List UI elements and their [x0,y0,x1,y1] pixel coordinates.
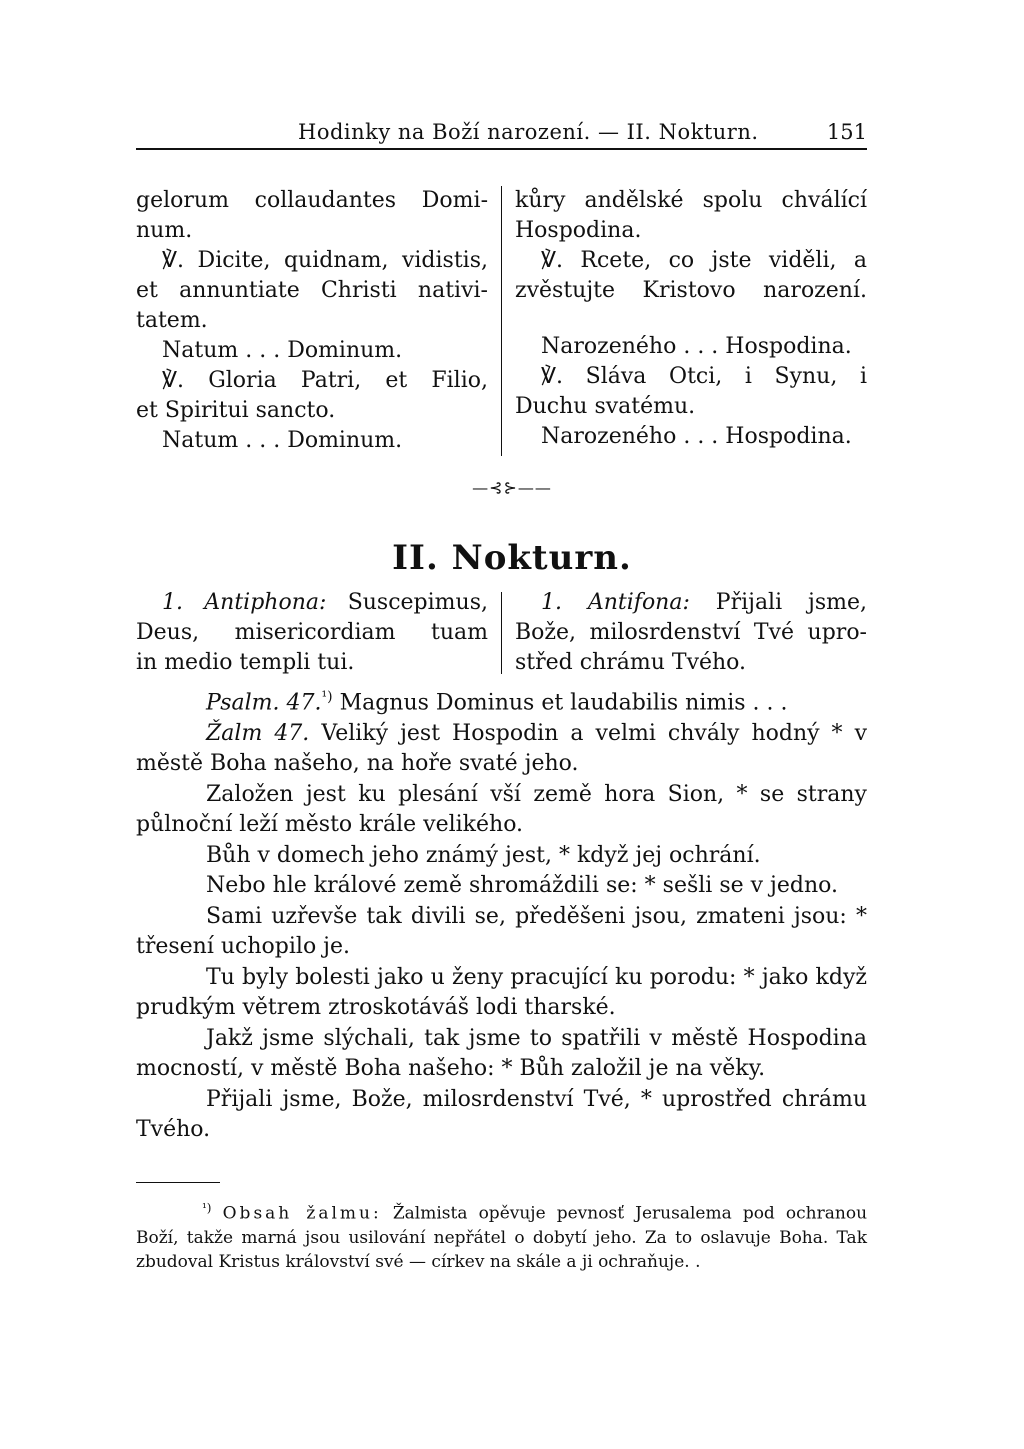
footnote-label: Obsah žalmu: [222,1203,382,1224]
footnote-rule [136,1182,220,1183]
psalm-body [136,682,867,1146]
latin-line: et Spiritui sancto. [136,398,336,423]
latin-line: et annuntiate Christi nativi- [136,278,488,303]
psalm-latin-incipit [136,682,867,719]
latin-line: Natum . . . Dominum. [162,338,403,363]
antiphon-label: 1. Antiphona: [162,590,327,615]
antiphon-text: Suscepimus, [347,590,488,615]
latin-line: ℣. Dicite, quidnam, vidistis, [162,248,488,273]
psalm-verse: Bůh v domech jeho známý jest, * když jej ochrání. [206,842,761,868]
psalm-verse: Sami uzřevše tak divili se, předěšeni jsou, zmateni jsou: * třesení uchopilo je. [136,903,867,960]
footnote-paragraph [136,1196,867,1274]
running-title: Hodinky na Boží narození. — II. Nokturn. [298,120,759,144]
spacer [515,306,867,332]
psalm-verse: Přijali jsme, Bože, milosrdenství Tvé, * uprostřed chrámu Tvého. [136,1086,867,1143]
psalm-verse: Nebo hle králové země shromáždili se: * sešli se v jedno. [206,873,838,899]
psalm-latin-text: Magnus Dominus et laudabilis nimis . . . [339,690,788,716]
czech-line: kůry andělské spolu chválící [515,188,867,213]
antiphon-label: 1. Antifona: [541,590,690,615]
latin-line: tatem. [136,308,208,333]
antiphon-line: střed chrámu Tvého. [515,650,747,675]
latin-line: ℣. Gloria Patri, et Filio, [162,368,488,393]
antiphon-czech [515,588,867,678]
section-title: II. Nokturn. [392,538,632,578]
czech-line: Narozeného . . . Hospodina. [541,424,852,449]
latin-line: num. [136,218,193,243]
latin-column [136,186,488,456]
antiphon-line: Deus, misericordiam tuam [136,620,488,645]
page-number: 151 [826,120,867,144]
footnote-mark: ¹) [321,689,333,705]
antiphon-text: Přijali jsme, [715,590,867,615]
footnote-text: Žalmista opěvuje pevnosť Jerusalema pod ochranou Boží, takže marná jsou usilování nepřátel o dobytí jeho. Za to oslavuje Boha. Tak zbudoval Kristus království své — církev na skále a ji ochraňuje. . [136,1203,868,1272]
czech-line: zvěstujte Kristovo narození. [515,278,867,303]
czech-line: Hospodina. [515,218,642,243]
antiphon-line: Bože, milosrdenství Tvé upro- [515,620,867,645]
psalm-latin-ref: Psalm. 47. [206,690,322,716]
latin-line: Natum . . . Dominum. [162,428,403,453]
antiphon-line [515,588,867,618]
page-header [136,116,867,150]
czech-line: ℣. Rcete, co jste viděli, a [541,248,867,273]
czech-line: ℣. Sláva Otci, i Synu, i [541,364,867,389]
ornament-divider: —⊰⊱—— [472,478,552,497]
czech-line: Narozeného . . . Hospodina. [541,334,852,359]
footnote-mark: ¹) [202,1201,212,1215]
latin-line: gelorum collaudantes Domi- [136,188,488,213]
psalm-verse: Tu byly bolesti jako u ženy pracující ku porodu: * jako když prudkým větrem ztroskotáváš lodi tharské. [136,964,867,1021]
antiphon-line: in medio templi tui. [136,650,355,675]
antiphon-latin [136,588,488,678]
czech-line: Duchu svatému. [515,394,696,419]
czech-column [515,186,867,452]
psalm-verse [136,719,867,780]
psalm-verse-text: Veliký jest Hospodin a velmi chvály hodný * v městě Boha našeho, na hoře svaté jeho. [136,720,867,777]
psalm-verse: Založen jest ku plesání vší země hora Sion, * se strany půlnoční leží město krále velikého. [136,781,867,838]
antiphon-line [136,588,488,618]
psalm-czech-ref: Žalm 47. [206,720,310,746]
header-rule [136,148,867,150]
column-divider [501,592,502,674]
psalm-verse: Jakž jsme slýchali, tak jsme to spatřili v městě Hospodina mocností, v městě Boha našeho: * Bůh založil je na věky. [136,1025,867,1082]
column-divider [501,186,502,456]
footnote [136,1196,867,1274]
